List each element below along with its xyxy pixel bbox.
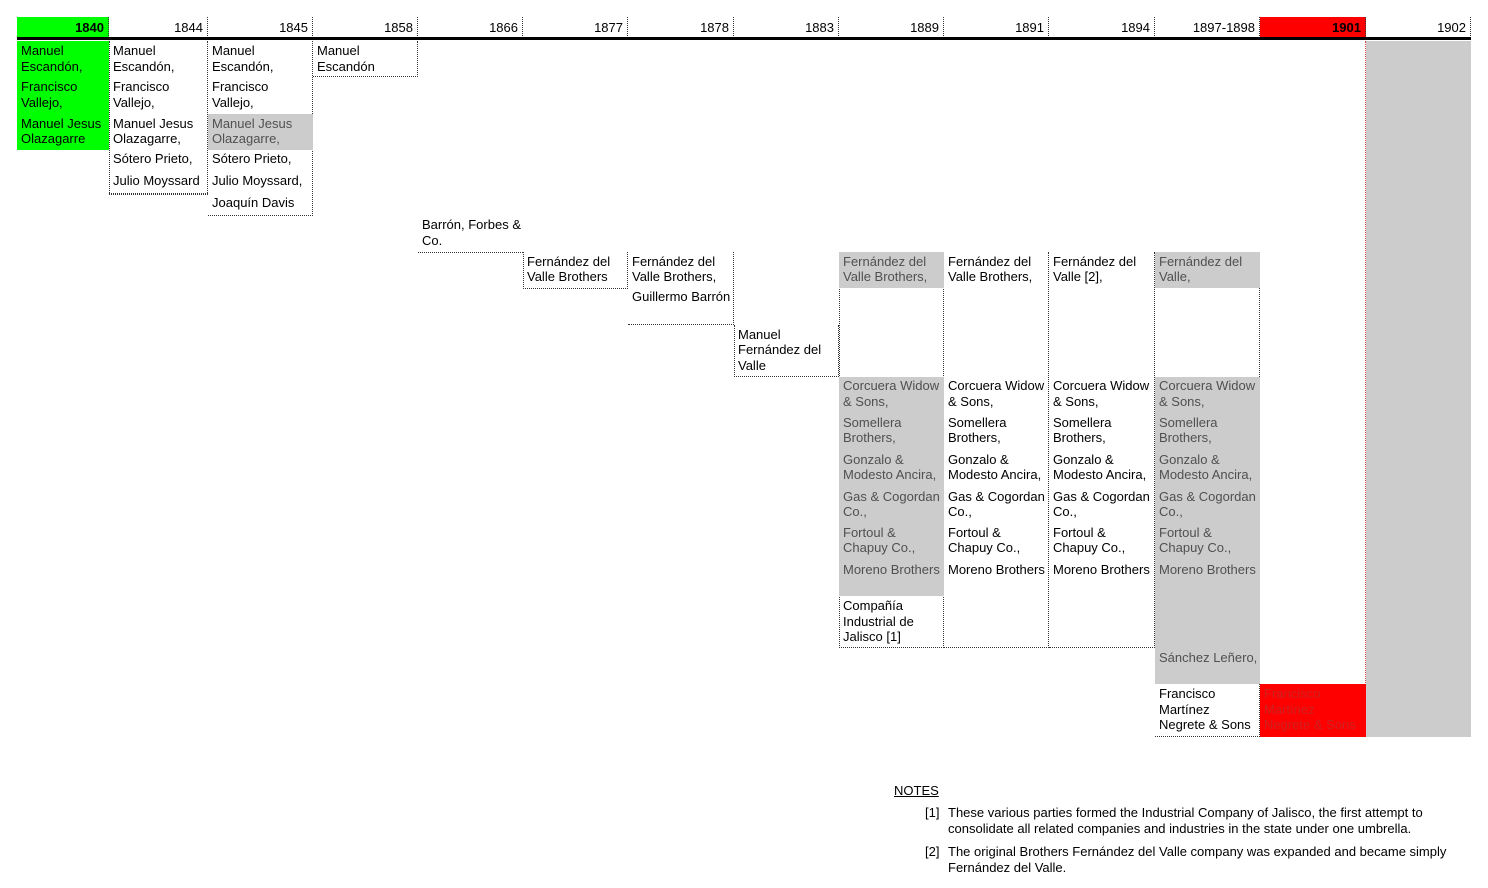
year-header-1878: 1878 xyxy=(628,17,734,38)
entry-cell: Compañía Industrial de Jalisco [1] xyxy=(839,596,944,648)
entry-cell: Somellera Brothers, xyxy=(1053,414,1112,445)
entry-cell: Sótero Prieto, xyxy=(113,151,193,166)
year-header-1877: 1877 xyxy=(523,17,628,38)
note-item xyxy=(894,805,1454,836)
entry-cell: Francisco Vallejo, xyxy=(17,77,109,114)
entry-cell: Joaquín Davis xyxy=(208,194,313,216)
entry-cell: Barrón, Forbes & Co. xyxy=(418,216,523,253)
year-header-1894: 1894 xyxy=(1049,17,1155,38)
entry-cell: Gonzalo & Modesto Ancira, xyxy=(839,450,944,487)
entry-cell: Corcuera Widow & Sons, xyxy=(1053,378,1150,409)
year-header-1901: 1901 xyxy=(1260,17,1366,38)
year-header-1883: 1883 xyxy=(734,17,839,38)
year-header-1897-1898: 1897-1898 xyxy=(1155,17,1260,38)
entry-cell: Manuel Jesus Olazagarre, xyxy=(113,115,194,146)
entry-cell: Gas & Cogordan Co., xyxy=(839,487,944,523)
entry-cell: Fortoul & Chapuy Co., xyxy=(1155,523,1260,560)
entry-cell: Fortoul & Chapuy Co., xyxy=(1053,524,1126,555)
entry-cell: Gonzalo & Modesto Ancira, xyxy=(948,451,1042,482)
entry-cell: Moreno Brothers xyxy=(1053,561,1150,577)
entry-cell: Guillermo Barrón xyxy=(628,288,734,325)
entry-cell: Julio Moyssard, xyxy=(212,173,303,188)
year-header-1889: 1889 xyxy=(839,17,944,38)
year-header-1845: 1845 xyxy=(208,17,313,38)
entry-cell: Corcuera Widow & Sons, xyxy=(1155,377,1260,413)
note-number: [1] xyxy=(925,805,940,820)
entry-cell: Francisco Vallejo, xyxy=(212,79,269,110)
entry-cell: Manuel Jesus Olazagarre, xyxy=(208,114,313,150)
entry-cell: Fernández del Valle Brothers xyxy=(523,252,628,289)
entry-cell: Moreno Brothers xyxy=(1155,560,1260,596)
entry-cell: Gas & Cogordan Co., xyxy=(948,488,1045,519)
entry-cell: Somellera Brothers, xyxy=(1155,413,1260,450)
entry-cell: Somellera Brothers, xyxy=(839,413,944,450)
notes-section xyxy=(894,783,1454,883)
year-header-1891: 1891 xyxy=(944,17,1049,38)
entry-cell: Manuel Escandón xyxy=(313,41,418,77)
entry-cell: Francisco Martínez Negrete & Sons xyxy=(1260,684,1366,737)
entry-cell: Somellera Brothers, xyxy=(948,414,1007,445)
entry-cell: Fernández del Valle Brothers, xyxy=(839,252,944,288)
column-background xyxy=(1366,41,1471,737)
entry-cell: Manuel Escandón, xyxy=(113,43,175,74)
entry-cell: Corcuera Widow & Sons, xyxy=(948,378,1045,409)
entry-cell: Moreno Brothers xyxy=(839,560,944,596)
entry-cell: Manuel Jesus Olazagarre xyxy=(17,114,109,150)
entry-cell: Fernández del Valle, xyxy=(1155,252,1260,288)
year-header-1866: 1866 xyxy=(418,17,523,38)
entry-cell: Fernández del Valle Brothers, xyxy=(632,253,717,284)
note-text: The original Brothers Fernández del Valle company was expanded and became simply Fernández del Valle. xyxy=(948,844,1447,875)
header-rule xyxy=(17,37,1471,40)
entry-cell: Gonzalo & Modesto Ancira, xyxy=(1155,450,1260,487)
entry-cell: Gas & Cogordan Co., xyxy=(1155,487,1260,523)
year-header-1840: 1840 xyxy=(17,17,109,38)
column-background xyxy=(1260,41,1366,737)
entry-cell: Francisco Martínez Negrete & Sons xyxy=(1155,684,1260,737)
entry-cell: Fernández del Valle Brothers, xyxy=(948,253,1033,284)
entry-cell: Julio Moyssard xyxy=(109,172,208,194)
entry-cell: Moreno Brothers xyxy=(948,561,1045,577)
entry-cell: Francisco Vallejo, xyxy=(113,79,170,110)
entry-cell: Manuel Escandón, xyxy=(212,43,274,74)
entry-cell: Gonzalo & Modesto Ancira, xyxy=(1053,451,1147,482)
year-header-1844: 1844 xyxy=(109,17,208,38)
entry-cell: Sótero Prieto, xyxy=(212,151,292,166)
note-number: [2] xyxy=(925,844,940,859)
entry-cell: Manuel Fernández del Valle xyxy=(734,325,839,377)
entry-cell: Fortoul & Chapuy Co., xyxy=(839,523,944,560)
entry-cell: Corcuera Widow & Sons, xyxy=(839,377,944,413)
note-item xyxy=(894,844,1454,875)
entry-cell: Fortoul & Chapuy Co., xyxy=(948,524,1021,555)
notes-title: NOTES xyxy=(894,783,939,798)
year-header-1902: 1902 xyxy=(1366,17,1471,38)
entry-cell: Manuel Escandón, xyxy=(17,41,109,77)
entry-cell: Sánchez Leñero, xyxy=(1155,648,1260,684)
year-header-1858: 1858 xyxy=(313,17,418,38)
entry-cell: Fernández del Valle [2], xyxy=(1053,253,1137,284)
entry-cell: Gas & Cogordan Co., xyxy=(1053,488,1150,519)
note-text: These various parties formed the Industrial Company of Jalisco, the first attempt to consolidate all related companies and industries in the state under one umbrella. xyxy=(948,805,1423,836)
